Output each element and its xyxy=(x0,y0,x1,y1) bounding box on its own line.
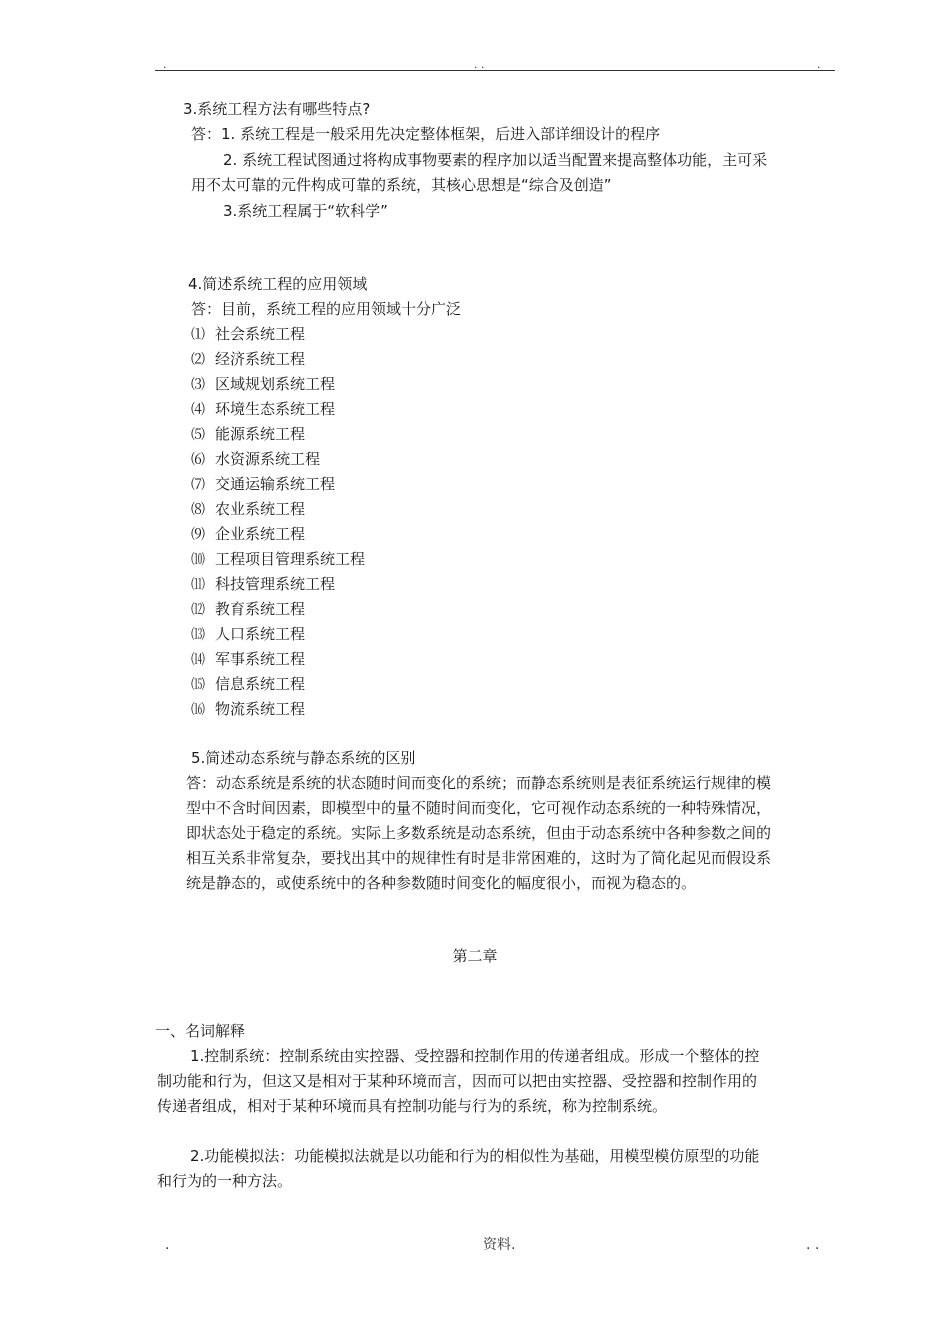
header-dot-middle: . . xyxy=(474,58,485,71)
list-item-number: ⑿ xyxy=(191,602,205,618)
list-item xyxy=(191,399,335,420)
list-item-text: 人口系统工程 xyxy=(215,625,306,643)
list-item-text: 信息系统工程 xyxy=(215,675,306,693)
section-title: 一、名词解释 xyxy=(155,1022,246,1040)
list-item-number: ⒃ xyxy=(191,702,205,718)
list-item xyxy=(191,349,305,370)
q3-point2-line1: 2. 系统工程试图通过将构成事物要素的程序加以适当配置来提高整体功能，主可采 xyxy=(223,151,768,169)
list-item xyxy=(191,574,335,595)
list-item-text: 科技管理系统工程 xyxy=(215,575,336,593)
list-item-text: 能源系统工程 xyxy=(215,425,306,443)
list-item-number: ⒂ xyxy=(191,677,205,693)
list-item-text: 工程项目管理系统工程 xyxy=(215,550,366,568)
q4-title: 4.简述系统工程的应用领域 xyxy=(188,275,368,293)
header-dot-left: . xyxy=(163,58,167,71)
list-item-text: 水资源系统工程 xyxy=(215,450,321,468)
list-item-number: ⑼ xyxy=(191,527,205,543)
q3-title: 3.系统工程方法有哪些特点? xyxy=(183,100,371,118)
list-item xyxy=(191,324,305,345)
footer-dot-left: . xyxy=(165,1237,170,1253)
list-item-number: ⑻ xyxy=(191,502,205,518)
definition-control-system xyxy=(157,1044,837,1119)
list-item-number: ⑽ xyxy=(191,552,205,568)
q5-answer-line: 型中不含时间因素，即模型中的量不随时间而变化，它可视作动态系统的一种特殊情况， xyxy=(186,799,772,817)
definition-line: 传递者组成，相对于某种环境而具有控制功能与行为的系统，称为控制系统。 xyxy=(157,1097,668,1115)
list-item-text: 经济系统工程 xyxy=(215,350,306,368)
list-item-number: ⑷ xyxy=(191,402,205,418)
q5-answer-line: 答：动态系统是系统的状态随时间而变化的系统；而静态系统则是表征系统运行规律的模 xyxy=(186,774,772,792)
definition-line: 1.控制系统：控制系统由实控器、受控器和控制作用的传递者组成。形成一个整体的控 xyxy=(190,1047,760,1065)
footer-dot-right: . . xyxy=(806,1237,820,1253)
footer-label: 资料. xyxy=(483,1237,516,1253)
list-item-text: 交通运输系统工程 xyxy=(215,475,336,493)
list-item xyxy=(191,599,305,620)
list-item-number: ⑶ xyxy=(191,377,205,393)
list-item xyxy=(191,374,335,395)
list-item xyxy=(191,549,365,570)
list-item xyxy=(191,499,305,520)
list-item xyxy=(191,624,305,645)
list-item xyxy=(191,674,305,695)
list-item-number: ⑺ xyxy=(191,477,205,493)
list-item xyxy=(191,474,335,495)
q5-answer-line: 相互关系非常复杂，要找出其中的规律性有时是非常困难的，这时为了简化起见而假设系 xyxy=(186,849,772,867)
list-item xyxy=(191,649,305,670)
list-item-number: ⑹ xyxy=(191,452,205,468)
definition-function-simulation xyxy=(157,1144,837,1194)
list-item-text: 企业系统工程 xyxy=(215,525,306,543)
definition-line: 2.功能模拟法：功能模拟法就是以功能和行为的相似性为基础，用模型模仿原型的功能 xyxy=(190,1147,760,1165)
header-rule xyxy=(155,70,835,71)
q3-point3: 3.系统工程属于“软科学” xyxy=(223,202,388,220)
list-item-text: 区域规划系统工程 xyxy=(215,375,336,393)
list-item-text: 农业系统工程 xyxy=(215,500,306,518)
q5-title: 5.简述动态系统与静态系统的区别 xyxy=(191,749,416,767)
list-item-number: ⑸ xyxy=(191,427,205,443)
list-item-number: ⑵ xyxy=(191,352,205,368)
list-item xyxy=(191,449,320,470)
q5-answer-line: 即状态处于稳定的系统。实际上多数系统是动态系统，但由于动态系统中各种参数之间的 xyxy=(186,824,772,842)
list-item-text: 社会系统工程 xyxy=(215,325,306,343)
list-item xyxy=(191,699,305,720)
list-item-text: 教育系统工程 xyxy=(215,600,306,618)
list-item-number: ⒀ xyxy=(191,627,205,643)
list-item-number: ⒁ xyxy=(191,652,205,668)
q3-answer-line1: 答：1. 系统工程是一般采用先决定整体框架，后进入部详细设计的程序 xyxy=(191,125,661,143)
q4-answer: 答：目前，系统工程的应用领域十分广泛 xyxy=(191,300,462,318)
list-item xyxy=(191,524,305,545)
definition-line: 制功能和行为，但这又是相对于某种环境而言，因而可以把由实控器、受控器和控制作用的 xyxy=(157,1072,758,1090)
list-item-text: 环境生态系统工程 xyxy=(215,400,336,418)
q5-answer-line: 统是静态的，或使系统中的各种参数随时间变化的幅度很小，而视为稳态的。 xyxy=(186,874,697,892)
definition-line: 和行为的一种方法。 xyxy=(157,1172,293,1190)
q5-answer-paragraph xyxy=(186,771,834,896)
list-item-number: ⑾ xyxy=(191,577,205,593)
header-dot-right: . xyxy=(817,58,821,71)
list-item-number: ⑴ xyxy=(191,327,205,343)
list-item xyxy=(191,424,305,445)
list-item-text: 物流系统工程 xyxy=(215,700,306,718)
q3-point2-line2: 用不太可靠的元件构成可靠的系统，其核心思想是“综合及创造” xyxy=(191,176,612,194)
chapter-heading: 第二章 xyxy=(452,947,498,965)
list-item-text: 军事系统工程 xyxy=(215,650,306,668)
